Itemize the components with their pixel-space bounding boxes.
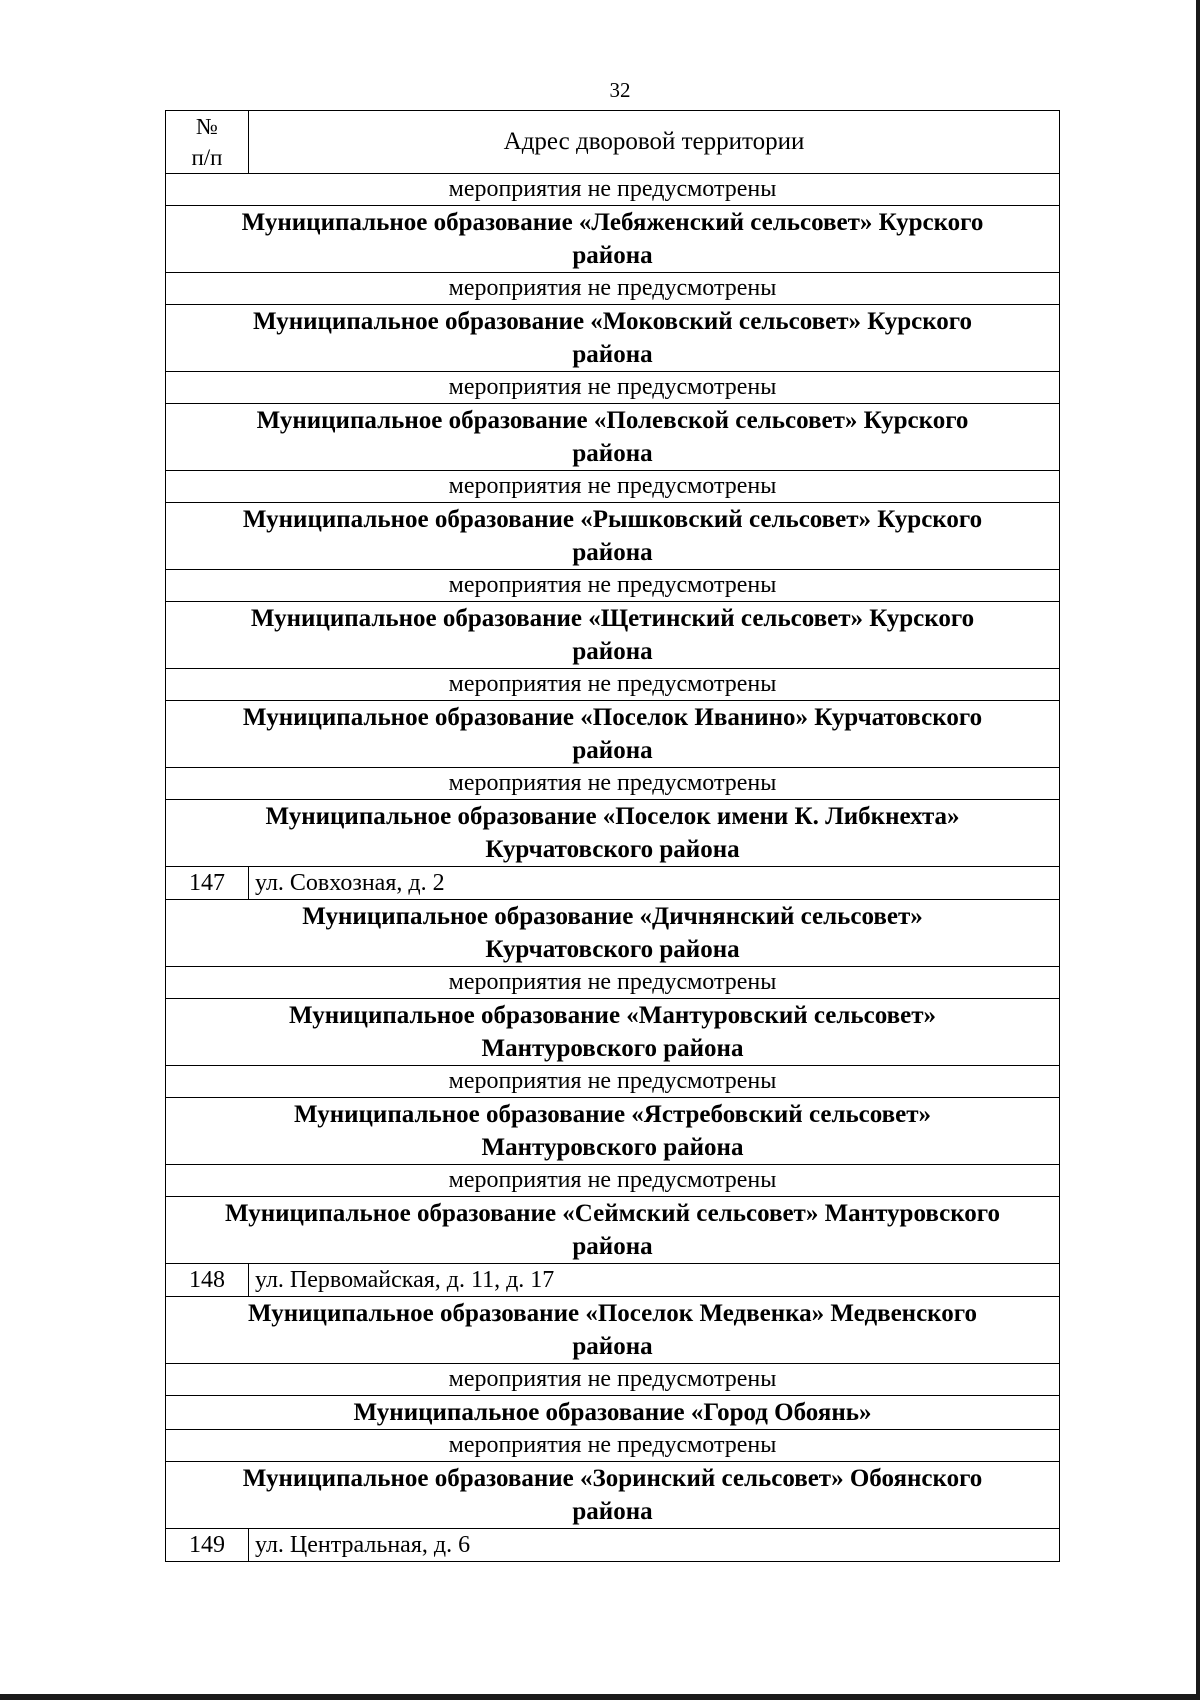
no-measures-text: мероприятия не предусмотрены bbox=[166, 273, 1060, 305]
no-measures-text: мероприятия не предусмотрены bbox=[166, 1165, 1060, 1197]
no-measures-row bbox=[166, 1165, 1060, 1197]
municipality-heading bbox=[166, 1098, 1060, 1165]
municipality-heading bbox=[166, 1297, 1060, 1364]
municipality-heading bbox=[166, 1197, 1060, 1264]
address-table bbox=[165, 110, 1060, 1562]
municipality-heading-line2: района bbox=[572, 1498, 653, 1525]
entry-number: 148 bbox=[166, 1264, 249, 1297]
no-measures-row bbox=[166, 1364, 1060, 1396]
no-measures-text: мероприятия не предусмотрены bbox=[166, 669, 1060, 701]
municipality-section-row bbox=[166, 404, 1060, 471]
municipality-heading-line2: района bbox=[572, 1233, 653, 1260]
no-measures-row bbox=[166, 768, 1060, 800]
municipality-heading-line1: Муниципальное образование «Поселок имени К. Либкнехта» bbox=[265, 803, 960, 830]
municipality-section-row bbox=[166, 800, 1060, 867]
municipality-heading bbox=[166, 1396, 1060, 1430]
no-measures-text: мероприятия не предусмотрены bbox=[166, 570, 1060, 602]
municipality-heading bbox=[166, 206, 1060, 273]
municipality-section-row bbox=[166, 1462, 1060, 1529]
header-number-abbr: п/п bbox=[191, 145, 223, 170]
municipality-heading-line1: Муниципальное образование «Сеймский сельсовет» Мантуровского bbox=[224, 1200, 1001, 1227]
municipality-heading-line2: района bbox=[572, 1333, 653, 1360]
municipality-section-row bbox=[166, 900, 1060, 967]
municipality-heading-line2: района bbox=[572, 539, 653, 566]
municipality-section-row bbox=[166, 1197, 1060, 1264]
no-measures-text: мероприятия не предусмотрены bbox=[166, 1430, 1060, 1462]
no-measures-row bbox=[166, 669, 1060, 701]
municipality-section-row bbox=[166, 701, 1060, 768]
municipality-heading-line1: Муниципальное образование «Зоринский сельсовет» Обоянского bbox=[242, 1465, 983, 1492]
municipality-section-row bbox=[166, 999, 1060, 1066]
no-measures-text: мероприятия не предусмотрены bbox=[166, 768, 1060, 800]
municipality-heading-line1: Муниципальное образование «Полевской сельсовет» Курского bbox=[256, 407, 969, 434]
municipality-heading-line2: Курчатовского района bbox=[485, 836, 740, 863]
municipality-section-row bbox=[166, 1098, 1060, 1165]
municipality-heading-line2: района bbox=[572, 341, 653, 368]
municipality-section-row bbox=[166, 206, 1060, 273]
municipality-heading-line1: Муниципальное образование «Дичнянский сельсовет» bbox=[302, 903, 923, 930]
municipality-heading-line2: Курчатовского района bbox=[485, 936, 740, 963]
page-number: 32 bbox=[609, 78, 631, 102]
address-entry-row bbox=[166, 1529, 1060, 1562]
address-entry-row bbox=[166, 867, 1060, 900]
no-measures-row bbox=[166, 1430, 1060, 1462]
municipality-heading bbox=[166, 602, 1060, 669]
municipality-heading-line1: Муниципальное образование «Лебяженский сельсовет» Курского bbox=[241, 209, 984, 236]
no-measures-text: мероприятия не предусмотрены bbox=[166, 174, 1060, 206]
municipality-heading bbox=[166, 900, 1060, 967]
header-address-cell: Адрес дворовой территории bbox=[249, 111, 1060, 174]
entry-address: ул. Первомайская, д. 11, д. 17 bbox=[249, 1264, 1060, 1297]
no-measures-text: мероприятия не предусмотрены bbox=[166, 471, 1060, 503]
municipality-heading-line1: Муниципальное образование «Поселок Иванино» Курчатовского bbox=[242, 704, 983, 731]
municipality-heading-line1: Муниципальное образование «Рышковский сельсовет» Курского bbox=[242, 506, 983, 533]
municipality-heading-line2: района bbox=[572, 737, 653, 764]
header-number-cell bbox=[166, 111, 249, 174]
municipality-heading-line1: Муниципальное образование «Город Обоянь» bbox=[353, 1399, 872, 1426]
municipality-heading-line2: Мантуровского района bbox=[481, 1134, 744, 1161]
no-measures-text: мероприятия не предусмотрены bbox=[166, 1066, 1060, 1098]
no-measures-text: мероприятия не предусмотрены bbox=[166, 1364, 1060, 1396]
municipality-heading-line2: района bbox=[572, 242, 653, 269]
no-measures-row bbox=[166, 174, 1060, 206]
no-measures-row bbox=[166, 967, 1060, 999]
municipality-heading-line1: Муниципальное образование «Моковский сельсовет» Курского bbox=[252, 308, 973, 335]
no-measures-text: мероприятия не предусмотрены bbox=[166, 967, 1060, 999]
municipality-heading-line1: Муниципальное образование «Поселок Медвенка» Медвенского bbox=[247, 1300, 977, 1327]
no-measures-row bbox=[166, 1066, 1060, 1098]
municipality-heading bbox=[166, 999, 1060, 1066]
municipality-heading-line2: Мантуровского района bbox=[481, 1035, 744, 1062]
municipality-heading-line1: Муниципальное образование «Мантуровский сельсовет» bbox=[288, 1002, 937, 1029]
no-measures-row bbox=[166, 372, 1060, 404]
municipality-heading bbox=[166, 1462, 1060, 1529]
municipality-section-row bbox=[166, 305, 1060, 372]
municipality-section-row bbox=[166, 503, 1060, 570]
municipality-heading bbox=[166, 800, 1060, 867]
municipality-section-row bbox=[166, 1297, 1060, 1364]
no-measures-row bbox=[166, 570, 1060, 602]
address-entry-row bbox=[166, 1264, 1060, 1297]
municipality-section-row bbox=[166, 1396, 1060, 1430]
header-number-symbol: № bbox=[196, 114, 218, 139]
page-edge-right bbox=[1196, 0, 1200, 1700]
table-header-row bbox=[166, 111, 1060, 174]
entry-address: ул. Совхозная, д. 2 bbox=[249, 867, 1060, 900]
municipality-heading bbox=[166, 701, 1060, 768]
no-measures-row bbox=[166, 273, 1060, 305]
page-edge-bottom bbox=[0, 1694, 1200, 1700]
entry-address: ул. Центральная, д. 6 bbox=[249, 1529, 1060, 1562]
no-measures-text: мероприятия не предусмотрены bbox=[166, 372, 1060, 404]
municipality-heading bbox=[166, 305, 1060, 372]
municipality-heading-line1: Муниципальное образование «Ястребовский сельсовет» bbox=[293, 1101, 932, 1128]
municipality-heading-line1: Муниципальное образование «Щетинский сельсовет» Курского bbox=[250, 605, 975, 632]
entry-number: 149 bbox=[166, 1529, 249, 1562]
municipality-heading-line2: района bbox=[572, 638, 653, 665]
no-measures-row bbox=[166, 471, 1060, 503]
municipality-heading bbox=[166, 404, 1060, 471]
entry-number: 147 bbox=[166, 867, 249, 900]
municipality-heading-line2: района bbox=[572, 440, 653, 467]
municipality-heading bbox=[166, 503, 1060, 570]
municipality-section-row bbox=[166, 602, 1060, 669]
